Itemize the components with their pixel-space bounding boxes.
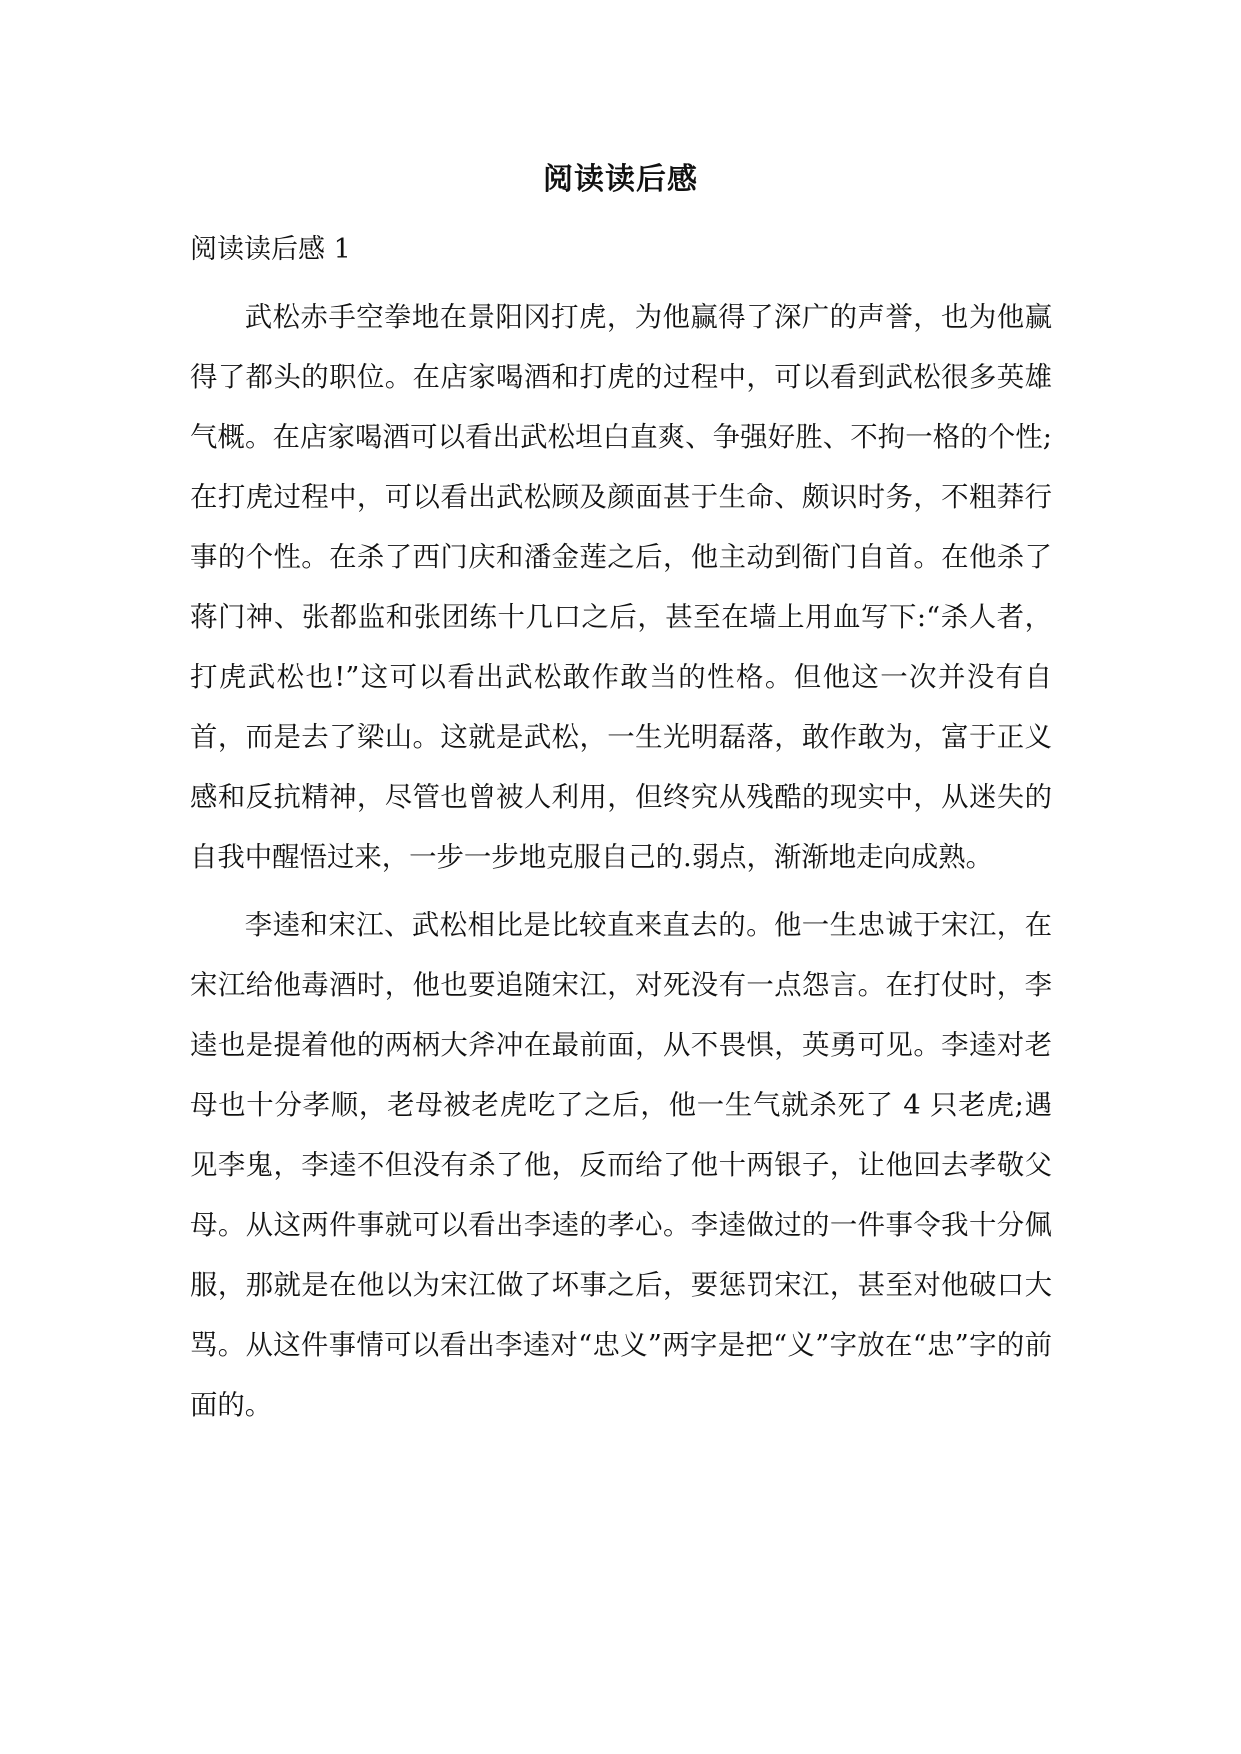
document-body <box>190 288 1052 1436</box>
paragraph-wusong: 武松赤手空拳地在景阳冈打虎，为他赢得了深广的声誉，也为他赢得了都头的职位。在店家喝酒和打虎的过程中，可以看到武松很多英雄气概。在店家喝酒可以看出武松坦白直爽、争强好胜、不拘一格的个性;在打虎过程中，可以看出武松顾及颜面甚于生命、颇识时务，不粗莽行事的个性。在杀了西门庆和潘金莲之后，他主动到衙门自首。在他杀了蒋门神、张都监和张团练十几口之后，甚至在墙上用血写下:“杀人者，打虎武松也!”这可以看出武松敢作敢当的性格。但他这一次并没有自首，而是去了梁山。这就是武松，一生光明磊落，敢作敢为，富于正义感和反抗精神，尽管也曾被人利用，但终究从残酷的现实中，从迷失的自我中醒悟过来，一步一步地克服自己的.弱点，渐渐地走向成熟。 <box>190 302 1052 873</box>
paragraph-likui: 李逵和宋江、武松相比是比较直来直去的。他一生忠诚于宋江，在宋江给他毒酒时，他也要追随宋江，对死没有一点怨言。在打仗时，李逵也是提着他的两柄大斧冲在最前面，从不畏惧，英勇可见。李逵对老母也十分孝顺，老母被老虎吃了之后，他一生气就杀死了 4 只老虎;遇见李鬼，李逵不但没有杀了他，反而给了他十两银子，让他回去孝敬父母。从这两件事就可以看出李逵的孝心。李逵做过的一件事令我十分佩服，那就是在他以为宋江做了坏事之后，要惩罚宋江，甚至对他破口大骂。从这件事情可以看出李逵对“忠义”两字是把“义”字放在“忠”字的前面的。 <box>190 910 1052 1421</box>
document-title: 阅读读后感 <box>543 162 698 197</box>
section-heading: 阅读读后感 1 <box>190 234 351 265</box>
